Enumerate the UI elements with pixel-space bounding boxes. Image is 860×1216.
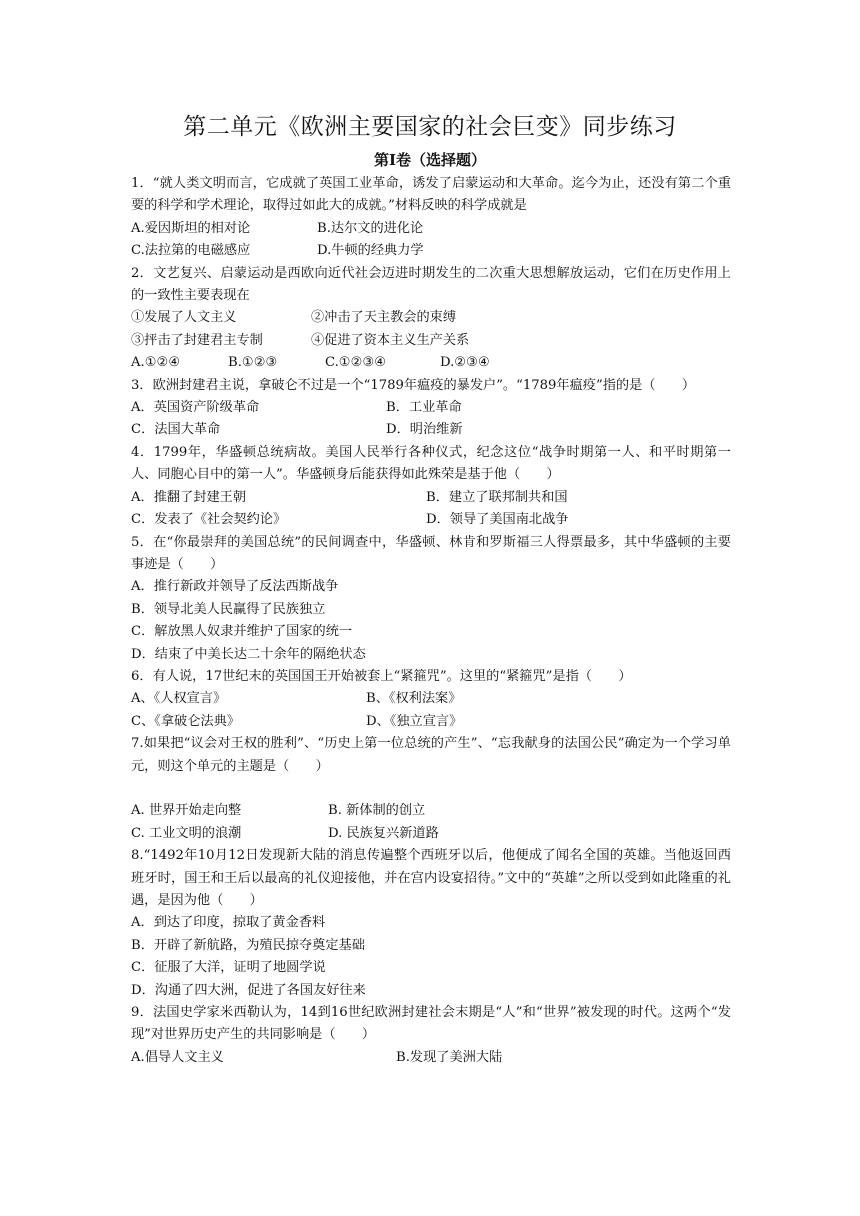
section-heading: 第Ⅰ卷（选择题） [373,151,487,169]
statement-2: ②冲击了天主教会的束缚 [311,310,457,326]
options-row [131,800,731,822]
option-d: D．明治维新 [386,422,463,438]
options-row [131,688,731,710]
question-stem: 9．法国史学家米西勒认为，14到16世纪欧洲封建社会末期是“人”和“世界”被发现的时代。这两个“发现”对世界历史产生的共同影响是（ ） [131,1005,731,1043]
question-8 [131,845,731,1002]
option-c: C．发表了《社会契约论》 [131,512,287,528]
statement-row [131,307,731,329]
option-d: D．结束了中美长达二十余年的隔绝状态 [131,646,366,662]
question-stem: 5．在“你最崇拜的美国总统”的民间调查中，华盛顿、林肯和罗斯福三人得票最多，其中华盛顿的主要事迹是（ ） [131,534,731,572]
option-c: C．征服了大洋，证明了地圆学说 [131,960,326,976]
option-a: A、《人权宣言》 [131,691,227,707]
options-row [131,1047,731,1069]
question-stem: 3．欧洲封建君主说，拿破仑不过是一个“1789年瘟疫的暴发户”。“1789年瘟疫”指的是（ ） [131,377,696,393]
option-b: B.达尔文的进化论 [317,220,424,236]
options-row [131,912,731,934]
option-a: A.①②④ [131,355,181,371]
question-9 [131,1002,731,1069]
options-row [131,644,731,666]
option-d: D. 民族复兴新道路 [328,825,439,841]
question-3 [131,375,731,442]
question-stem: 8.“1492年10月12日发现新大陆的消息传遍整个西班牙以后，他便成了闻名全国的英雄。当他返回西班牙时，国王和王后以最高的礼仪迎接他，并在宫内设宴招待。”文中的“英雄”之所以受到如此隆重的礼遇，是因为他（ ） [131,848,731,908]
option-d: D．沟通了四大洲，促进了各国友好往来 [131,982,366,998]
options-row [131,419,731,441]
question-1 [131,173,731,263]
options-row [131,935,731,957]
option-b: B．开辟了新航路，为殖民掠夺奠定基础 [131,937,365,953]
question-2 [131,263,731,375]
question-stem: 4．1799年，华盛顿总统病故。美国人民举行各种仪式，纪念这位“战争时期第一人、和平时期第一人、同胞心目中的第一人”。华盛顿身后能获得如此殊荣是基于他（ ） [131,444,731,483]
options-row [131,240,731,262]
option-c: C.①②③④ [325,355,387,371]
option-c: C．法国大革命 [131,422,221,438]
option-a: A.爱因斯坦的相对论 [131,220,251,236]
options-row [131,823,731,845]
question-stem: 1．“就人类文明而言，它成就了英国工业革命，诱发了启蒙运动和大革命。迄今为止，还没有第二个重要的科学和学术理论，取得过如此大的成就。”材料反映的科学成就是 [131,176,731,214]
option-d: D.②③④ [440,355,490,371]
option-c: C、《拿破仑法典》 [131,713,240,729]
options-row [131,576,731,598]
document-title: 第二单元《欧洲主要国家的社会巨变》同步练习 [183,114,677,140]
statement-3: ③抨击了封建君主专制 [131,332,263,348]
option-b: B.①②③ [228,355,278,371]
options-row [131,509,731,531]
option-b: B．建立了联邦制共和国 [426,489,568,505]
question-stem: 7.如果把“议会对王权的胜利”、“历史上第一位总统的产生”、“忘我献身的法国公民”确定为一个学习单元，则这个单元的主题是（ ） [131,736,731,774]
question-stem: 2．文艺复兴、启蒙运动是西欧向近代社会迈进时期发生的二次重大思想解放运动，它们在历史作用上的一致性主要表现在 [131,265,731,304]
question-stem: 6．有人说，17世纪末的英国国王开始被套上“紧箍咒”。这里的“紧箍咒”是指（ ） [131,668,632,684]
options-row [131,352,731,374]
option-a: A.倡导人文主义 [131,1049,224,1065]
question-6 [131,666,731,733]
option-d: D．领导了美国南北战争 [426,512,569,528]
options-row [131,980,731,1002]
options-row [131,487,731,509]
question-5 [131,532,731,666]
options-row [131,621,731,643]
option-b: B．工业革命 [386,400,462,416]
option-d: D、《独立宣言》 [366,713,463,729]
option-b: B.发现了美洲大陆 [396,1049,503,1065]
options-row [131,957,731,979]
option-a: A．英国资产阶级革命 [131,400,260,416]
question-list [131,173,731,1069]
option-d: D.牛顿的经典力学 [317,243,424,259]
option-a: A．到达了印度，掠取了黄金香料 [131,915,326,931]
option-c: C. 工业文明的浪潮 [131,825,242,841]
options-row [131,218,731,240]
option-b: B、《权利法案》 [366,691,462,707]
option-a: A．推行新政并领导了反法西斯战争 [131,579,339,595]
option-c: C.法拉第的电磁感应 [131,243,251,259]
statement-1: ①发展了人文主义 [131,310,237,326]
options-row [131,599,731,621]
option-b: B. 新体制的创立 [328,803,426,819]
options-row [131,397,731,419]
option-a: A. 世界开始走向整 [131,803,242,819]
option-b: B．领导北美人民赢得了民族独立 [131,601,326,617]
question-7 [131,733,731,845]
options-row [131,711,731,733]
option-a: A．推翻了封建王朝 [131,489,247,505]
option-c: C．解放黑人奴隶并维护了国家的统一 [131,624,353,640]
question-4 [131,442,731,532]
statement-row [131,330,731,352]
statement-4: ④促进了资本主义生产关系 [311,332,470,348]
blank-line [131,778,731,800]
